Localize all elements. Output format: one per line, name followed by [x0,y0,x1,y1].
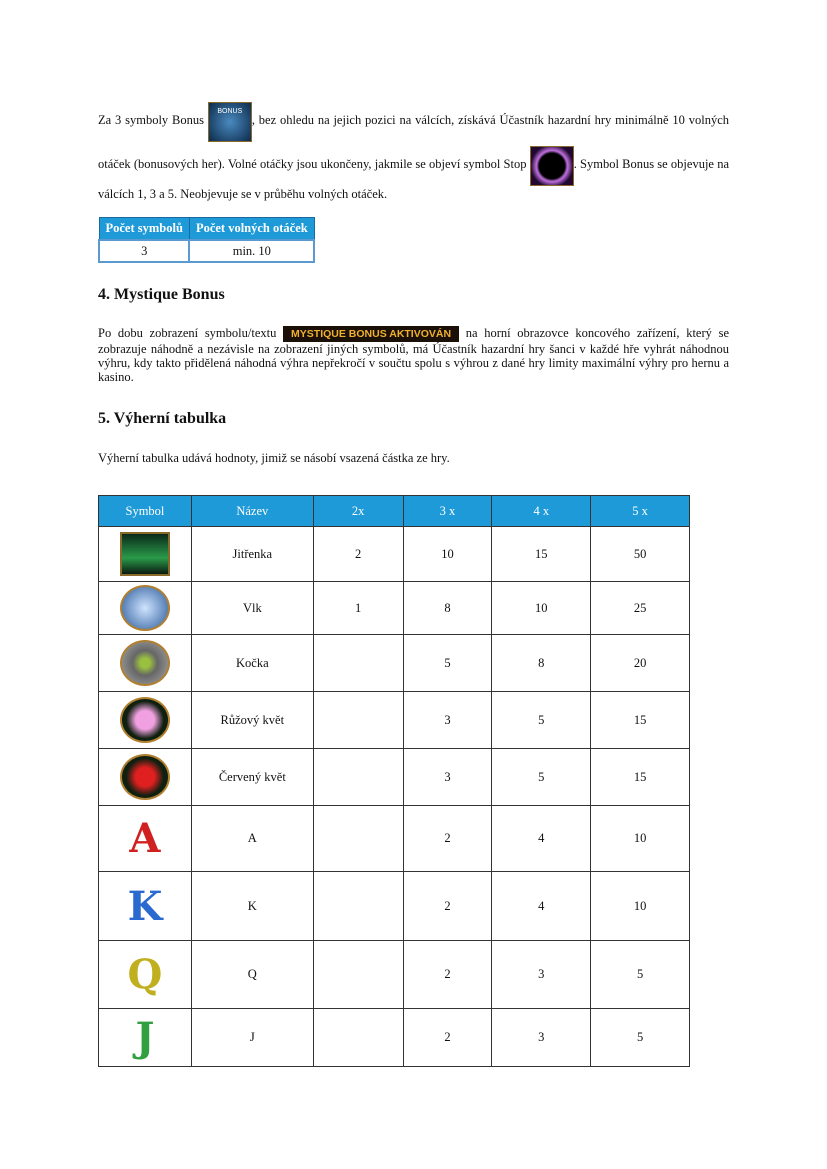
header-cell: Počet symbolů [99,218,189,241]
text: na horní obrazovce koncového zařízení, který se zobrazuje náhodně a nezávisle na zobrazení jiných symbolů, má Účastník hazardní hry šanci v každé hře vyhrát náhodnou výhru, kdy takto přidělená náhodná výhra nepřekročí v součtu spolu s výhrou z dané hry limity maximální výhry pro hernu a kasino. [98,326,729,384]
section-heading: 5. Výherní tabulka [98,410,227,427]
payout-cell: 2 [403,806,492,872]
name-cell: Q [191,941,313,1009]
mystique-banner: MYSTIQUE BONUS AKTIVOVÁN [283,326,459,342]
letter-q-symbol-icon: Q [127,951,163,998]
payout-cell [313,806,403,872]
symbol-cell [99,1009,192,1067]
payout-cell [313,635,403,692]
table-row [99,806,690,872]
payout-cell: 2 [403,941,492,1009]
name-cell: Růžový květ [191,692,313,749]
wolf-symbol-icon [120,585,170,631]
symbol-cell [99,872,192,941]
header-cell: 2x [313,496,403,527]
payout-cell: 3 [492,1009,591,1067]
payout-cell [313,1009,403,1067]
table-row [99,635,690,692]
aurora-symbol-icon [120,532,170,576]
payout-cell: 2 [403,1009,492,1067]
symbol-cell [99,806,192,872]
payout-cell: 10 [591,806,690,872]
table-row [99,749,690,806]
intro-text: . Symbol Bonus se objevuje na válcích 1, 3 a 5. Neobjevuje se v průběhu volných otáček. [98,157,729,201]
payout-cell: 15 [591,692,690,749]
payout-cell: 3 [492,941,591,1009]
payout-cell [313,749,403,806]
name-cell: J [191,1009,313,1067]
letter-j-symbol-icon: J [135,1014,155,1061]
header-cell: Název [191,496,313,527]
payout-cell: 5 [591,941,690,1009]
payout-cell: 3 [403,692,492,749]
payout-cell: 25 [591,582,690,635]
table-row [99,692,690,749]
cell: 3 [99,240,189,262]
pink-flower-symbol-icon [120,697,170,743]
cell: min. 10 [189,240,314,262]
payout-cell: 8 [403,582,492,635]
payout-cell: 5 [403,635,492,692]
payout-cell [313,872,403,941]
payout-cell: 5 [492,692,591,749]
header-cell: 4 x [492,496,591,527]
header-cell: 5 x [591,496,690,527]
cat-eye-symbol-icon [120,640,170,686]
payout-cell: 4 [492,872,591,941]
red-flower-symbol-icon [120,754,170,800]
header-cell: Symbol [99,496,192,527]
payout-cell: 3 [403,749,492,806]
payout-cell: 10 [403,527,492,582]
payout-cell: 20 [591,635,690,692]
table-row [99,582,690,635]
payout-cell: 10 [591,872,690,941]
name-cell: Jitřenka [191,527,313,582]
payout-cell: 2 [313,527,403,582]
symbol-cell [99,749,192,806]
payout-cell: 2 [403,872,492,941]
name-cell: A [191,806,313,872]
table-row [99,941,690,1009]
payout-cell [313,692,403,749]
table-row [99,527,690,582]
paytable [98,495,690,1067]
table-row [99,872,690,941]
name-cell: K [191,872,313,941]
section-heading: 4. Mystique Bonus [98,286,225,303]
header-cell: Počet volných otáček [189,218,314,241]
intro-text: , bez ohledu na jejich pozici na válcích, získává Účastník hazardní hry minimálně 10 volných otáček (bonusových her). Volné otáčky jsou ukončeny, jakmile se objeví symbol Stop [98,113,730,171]
intro-text: Za 3 symboly Bonus [98,113,208,127]
payout-cell: 50 [591,527,690,582]
free-spins-table [98,217,315,263]
letter-a-symbol-icon: A [129,815,161,862]
stop-symbol-icon [530,146,574,186]
symbol-cell [99,527,192,582]
table-row [99,1009,690,1067]
symbol-cell [99,941,192,1009]
name-cell: Kočka [191,635,313,692]
payout-cell: 8 [492,635,591,692]
payout-cell [313,941,403,1009]
intro-paragraph [98,98,729,202]
paytable-intro: Výherní tabulka udává hodnoty, jimiž se násobí vsazená částka ze hry. [98,451,450,465]
symbol-cell [99,582,192,635]
bonus-symbol-icon: BONUS [208,102,252,142]
payout-cell: 5 [492,749,591,806]
text: Po dobu zobrazení symbolu/textu [98,326,284,340]
payout-cell: 10 [492,582,591,635]
symbol-cell [99,692,192,749]
name-cell: Červený květ [191,749,313,806]
header-cell: 3 x [403,496,492,527]
payout-cell: 4 [492,806,591,872]
letter-k-symbol-icon: K [127,882,163,930]
payout-cell: 15 [591,749,690,806]
payout-cell: 5 [591,1009,690,1067]
payout-cell: 15 [492,527,591,582]
payout-cell: 1 [313,582,403,635]
mystique-paragraph [98,326,729,384]
name-cell: Vlk [191,582,313,635]
symbol-cell [99,635,192,692]
